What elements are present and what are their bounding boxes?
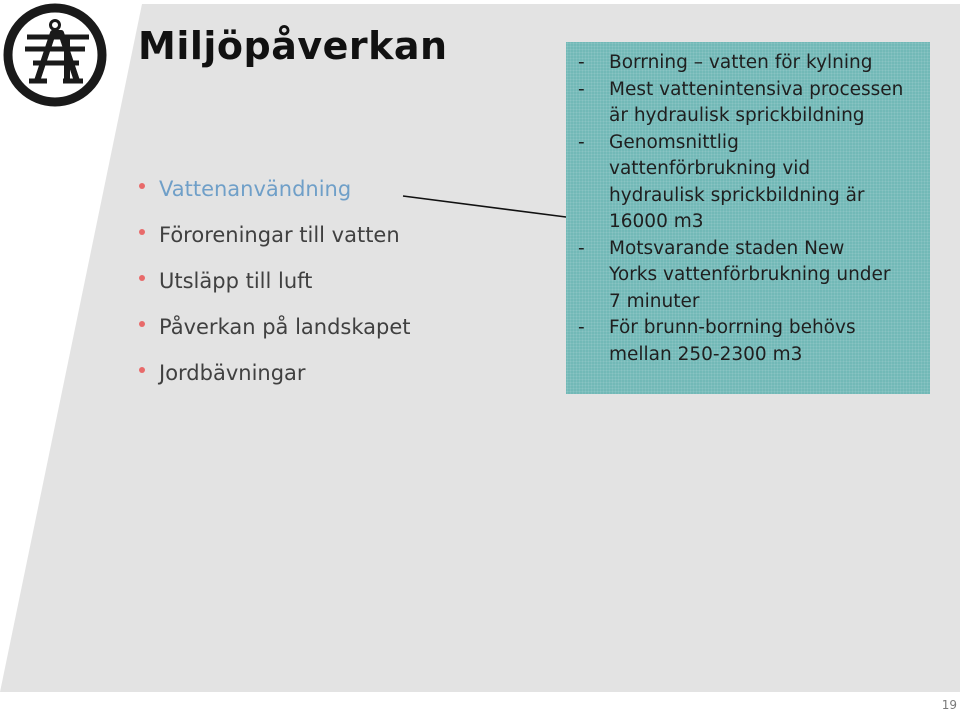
bullet-dot-icon (139, 183, 145, 189)
info-line (578, 289, 920, 316)
info-text: är hydraulisk sprickbildning (609, 105, 865, 126)
bullet-item (139, 356, 411, 402)
info-line (578, 130, 920, 157)
bullet-text: Jordbävningar (159, 361, 306, 385)
bullet-dot-icon (139, 275, 145, 281)
info-line (578, 315, 920, 342)
info-text: vattenförbrukning vid (609, 158, 811, 179)
info-dash: - (578, 237, 585, 259)
info-line (578, 50, 920, 77)
info-text: 16000 m3 (609, 211, 704, 232)
bullet-dot-icon (139, 229, 145, 235)
info-line (578, 103, 920, 130)
info-dash: - (578, 52, 585, 73)
info-line (578, 236, 920, 263)
info-line (578, 183, 920, 210)
bullet-list (139, 172, 411, 402)
info-text: Borrning – vatten för kylning (609, 52, 873, 73)
info-text: Motsvarande staden New (609, 237, 845, 259)
info-line (578, 209, 920, 236)
bullet-text: Vattenanvändning (159, 177, 352, 201)
bullet-dot-icon (139, 321, 145, 327)
info-box (566, 42, 930, 394)
info-text: Mest vattenintensiva processen (609, 78, 904, 100)
info-line (578, 156, 920, 183)
bullet-item (139, 264, 411, 310)
bullet-dot-icon (139, 367, 145, 373)
bullet-item (139, 310, 411, 356)
info-text: hydraulisk sprickbildning är (609, 184, 865, 206)
info-line (578, 262, 920, 289)
info-dash: - (578, 78, 585, 100)
af-logo (3, 3, 107, 107)
info-text: Genomsnittlig (609, 131, 739, 153)
info-text: Yorks vattenförbrukning under (609, 264, 891, 285)
bullet-text: Utsläpp till luft (159, 269, 313, 293)
bullet-text: Påverkan på landskapet (159, 315, 411, 339)
bullet-item (139, 172, 411, 218)
info-line (578, 342, 920, 369)
slide-title: Miljöpåverkan (138, 24, 448, 68)
bullet-text: Föroreningar till vatten (159, 223, 400, 247)
info-dash: - (578, 131, 585, 153)
info-text: För brunn-borrning behövs (609, 317, 856, 338)
bullet-item (139, 218, 411, 264)
info-line (578, 77, 920, 104)
info-text: mellan 250-2300 m3 (609, 343, 803, 365)
info-text: 7 minuter (609, 290, 700, 312)
info-dash: - (578, 317, 585, 338)
page-number: 19 (941, 698, 957, 712)
